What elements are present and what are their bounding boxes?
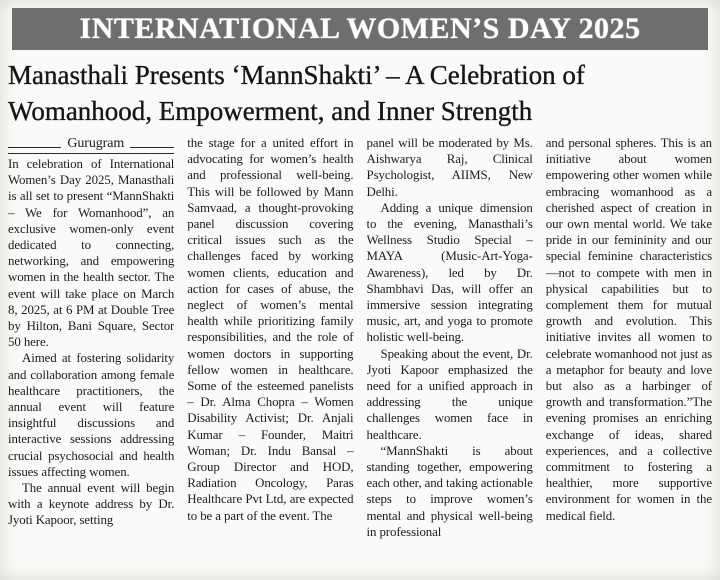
article-column-4 bbox=[546, 135, 712, 540]
paragraph: Aimed at fostering solidarity and collaboration among female healthcare practitioners, the annual event will feature insightful discussions and interactive sessions addressing crucial psychosocial and health issues affecting women. bbox=[8, 351, 175, 479]
dateline-text: Gurugram bbox=[67, 136, 125, 151]
article-column-2 bbox=[187, 135, 353, 540]
article-column-1 bbox=[8, 135, 174, 540]
paragraph: the stage for a united effort in advocating for women’s health and professional well-being. This will be followed by Mann Samvaad, a thought-provoking panel discussion covering critical issues such as the challenges faced by working women clients, education and action for cases of abuse, the neglect of women’s mental health while prioritizing family responsibilities, and the role of women doctors in supporting fellow women in healthcare. Some of the esteemed panelists – Dr. Alma Chopra – Women Disability Activist; Dr. Anjali Kumar – Founder, Maitri Woman; Dr. Indu Bansal – Group Director and HOD, Radiation Oncology, Paras Healthcare Pvt Ltd, are expected to be a part of the event. The bbox=[187, 136, 354, 523]
headline bbox=[8, 57, 708, 129]
article-body bbox=[8, 135, 712, 540]
paragraph: Speaking about the event, Dr. Jyoti Kapoor emphasized the need for a unified approach in addressing the unique challenges women face in healthcare. bbox=[366, 346, 533, 442]
article-column-3 bbox=[367, 135, 533, 540]
headline-line-1: Manasthali Presents ‘MannShakti’ – A Celebration of bbox=[8, 60, 585, 90]
paragraph: “MannShakti is about standing together, empowering each other, and taking actionable steps to improve women’s mental and physical well-being in professional bbox=[366, 443, 533, 539]
banner bbox=[12, 8, 708, 50]
banner-title: INTERNATIONAL WOMEN’S DAY 2025 bbox=[79, 12, 641, 45]
paragraph: Adding a unique dimension to the evening, Manasthali’s Wellness Studio Special – MAYA (Music-Art-Yoga-Awareness), led by Dr. Shambhavi Das, will offer an immersive session integrating music, art, and yoga to promote holistic well-being. bbox=[366, 200, 533, 345]
headline-line-2: Womanhood, Empowerment, and Inner Strength bbox=[8, 96, 533, 126]
paragraph: The annual event will begin with a keynote address by Dr. Jyoti Kapoor, setting bbox=[8, 481, 175, 528]
paragraph: panel will be moderated by Ms. Aishwarya Raj, Clinical Psychologist, AIIMS, New Delhi. bbox=[366, 136, 533, 199]
dateline-rule-left bbox=[8, 147, 61, 148]
dateline bbox=[8, 135, 174, 154]
dateline-rule-right bbox=[130, 147, 174, 148]
paragraph: In celebration of International Women’s Day 2025, Manasthali is all set to present “MannShakti – We for Womanhood”, an exclusive women-only event dedicated to connecting, networking, and empowering women in the health sector. The event will take place on March 8, 2025, at 6 PM at Double Tree by Hilton, Bani Square, Sector 50 here. bbox=[8, 157, 175, 350]
paragraph: and personal spheres. This is an initiative about women empowering other women while embracing womanhood as a cherished aspect of creation in our own mental world. We take pride in our femininity and our special feminine characteristics—not to compete with men in physical capabilities but to complement them for mutual growth and evolution. This initiative invites all women to celebrate womanhood not just as a metaphor for beauty and love but also as a harbinger of growth and transformation.”The evening promises an enriching exchange of ideas, shared experiences, and a collective commitment to fostering a healthier, more supportive environment for women in the medical field. bbox=[545, 136, 712, 523]
